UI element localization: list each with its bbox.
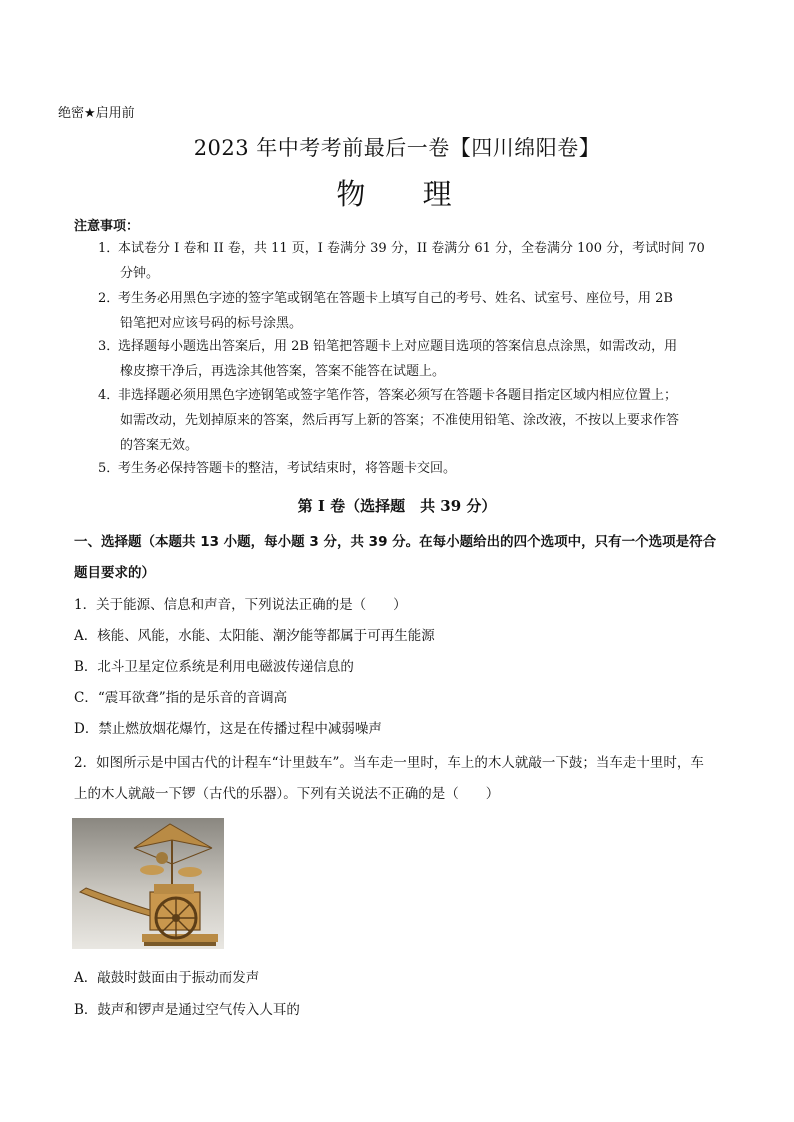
option-d: D．禁止燃放烟花爆竹，这是在传播过程中减弱噪声 — [74, 721, 382, 737]
notice-number: 1． — [98, 241, 120, 256]
drum-carriage-photo — [72, 818, 224, 949]
notice-text: 考生务必用黑色字迹的签字笔或钢笔在答题卡上填写自己的考号、姓名、试室号、座位号，用 2B — [118, 291, 673, 306]
notice-item — [98, 334, 728, 384]
question-2 — [74, 748, 726, 810]
notice-number: 2． — [98, 291, 120, 306]
question-stem: 上的木人就敲一下锣（古代的乐器）。下列有关说法不正确的是（ ） — [74, 786, 500, 802]
section-heading-line: 一、选择题（本题共 13 小题，每小题 3 分，共 39 分。在每小题给出的四个选项中，只有一个选项是符合 — [74, 534, 717, 550]
question-stem: 1．关于能源、信息和声音，下列说法正确的是（ ） — [74, 597, 407, 613]
part-title: 第 I 卷（选择题 共 39 分） — [297, 497, 497, 515]
notice-text: 本试卷分 I 卷和 II 卷，共 11 页，I 卷满分 39 分，II 卷满分 61 分，全卷满分 100 分，考试时间 70 — [118, 241, 705, 256]
notice-text: 分钟。 — [120, 266, 160, 281]
notice-number: 5． — [98, 461, 120, 476]
notice-item — [98, 383, 728, 458]
option-b: B．鼓声和锣声是通过空气传入人耳的 — [74, 1002, 300, 1018]
notice-text: 选择题每小题选出答案后，用 2B 铅笔把答题卡上对应题目选项的答案信息点涂黑，如需改动，用 — [118, 339, 678, 354]
question-stem: 2．如图所示是中国古代的计程车“计里鼓车”。当车走一里时，车上的木人就敲一下鼓；当车走十里时，车 — [74, 755, 704, 771]
notice-text: 橡皮擦干净后，再选涂其他答案，答案不能答在试题上。 — [120, 364, 446, 379]
notice-item — [98, 286, 728, 336]
notice-text: 的答案无效。 — [120, 438, 199, 453]
notice-item — [98, 456, 728, 481]
subject-title: 物 理 — [336, 177, 476, 211]
notice-text: 考生务必保持答题卡的整洁，考试结束时，将答题卡交回。 — [118, 461, 457, 476]
confidential-mark: 绝密★启用前 — [58, 106, 135, 121]
option-c: C．“震耳欲聋”指的是乐音的音调高 — [74, 690, 288, 706]
option-b: B．北斗卫星定位系统是利用电磁波传递信息的 — [74, 659, 354, 675]
notice-text: 如需改动，先划掉原来的答案，然后再写上新的答案；不准使用铅笔、涂改液，不按以上要求作答 — [120, 413, 680, 428]
section-heading — [74, 527, 726, 589]
notice-number: 3． — [98, 339, 120, 354]
question-1 — [74, 590, 726, 745]
option-a: A．敲鼓时鼓面由于振动而发声 — [74, 970, 260, 986]
notice-heading: 注意事项： — [74, 219, 140, 234]
notice-text: 铅笔把对应该号码的标号涂黑。 — [120, 316, 303, 331]
option-a: A．核能、风能，水能、太阳能、潮汐能等都属于可再生能源 — [74, 628, 435, 644]
notice-number: 4． — [98, 388, 120, 403]
section-heading-line: 题目要求的） — [74, 565, 155, 581]
exam-title: 2023 年中考考前最后一卷【四川绵阳卷】 — [193, 136, 601, 160]
notice-text: 非选择题必须用黑色字迹钢笔或签字笔作答，答案必须写在答题卡各题目指定区域内相应位置上； — [118, 388, 678, 403]
notice-item — [98, 236, 728, 286]
